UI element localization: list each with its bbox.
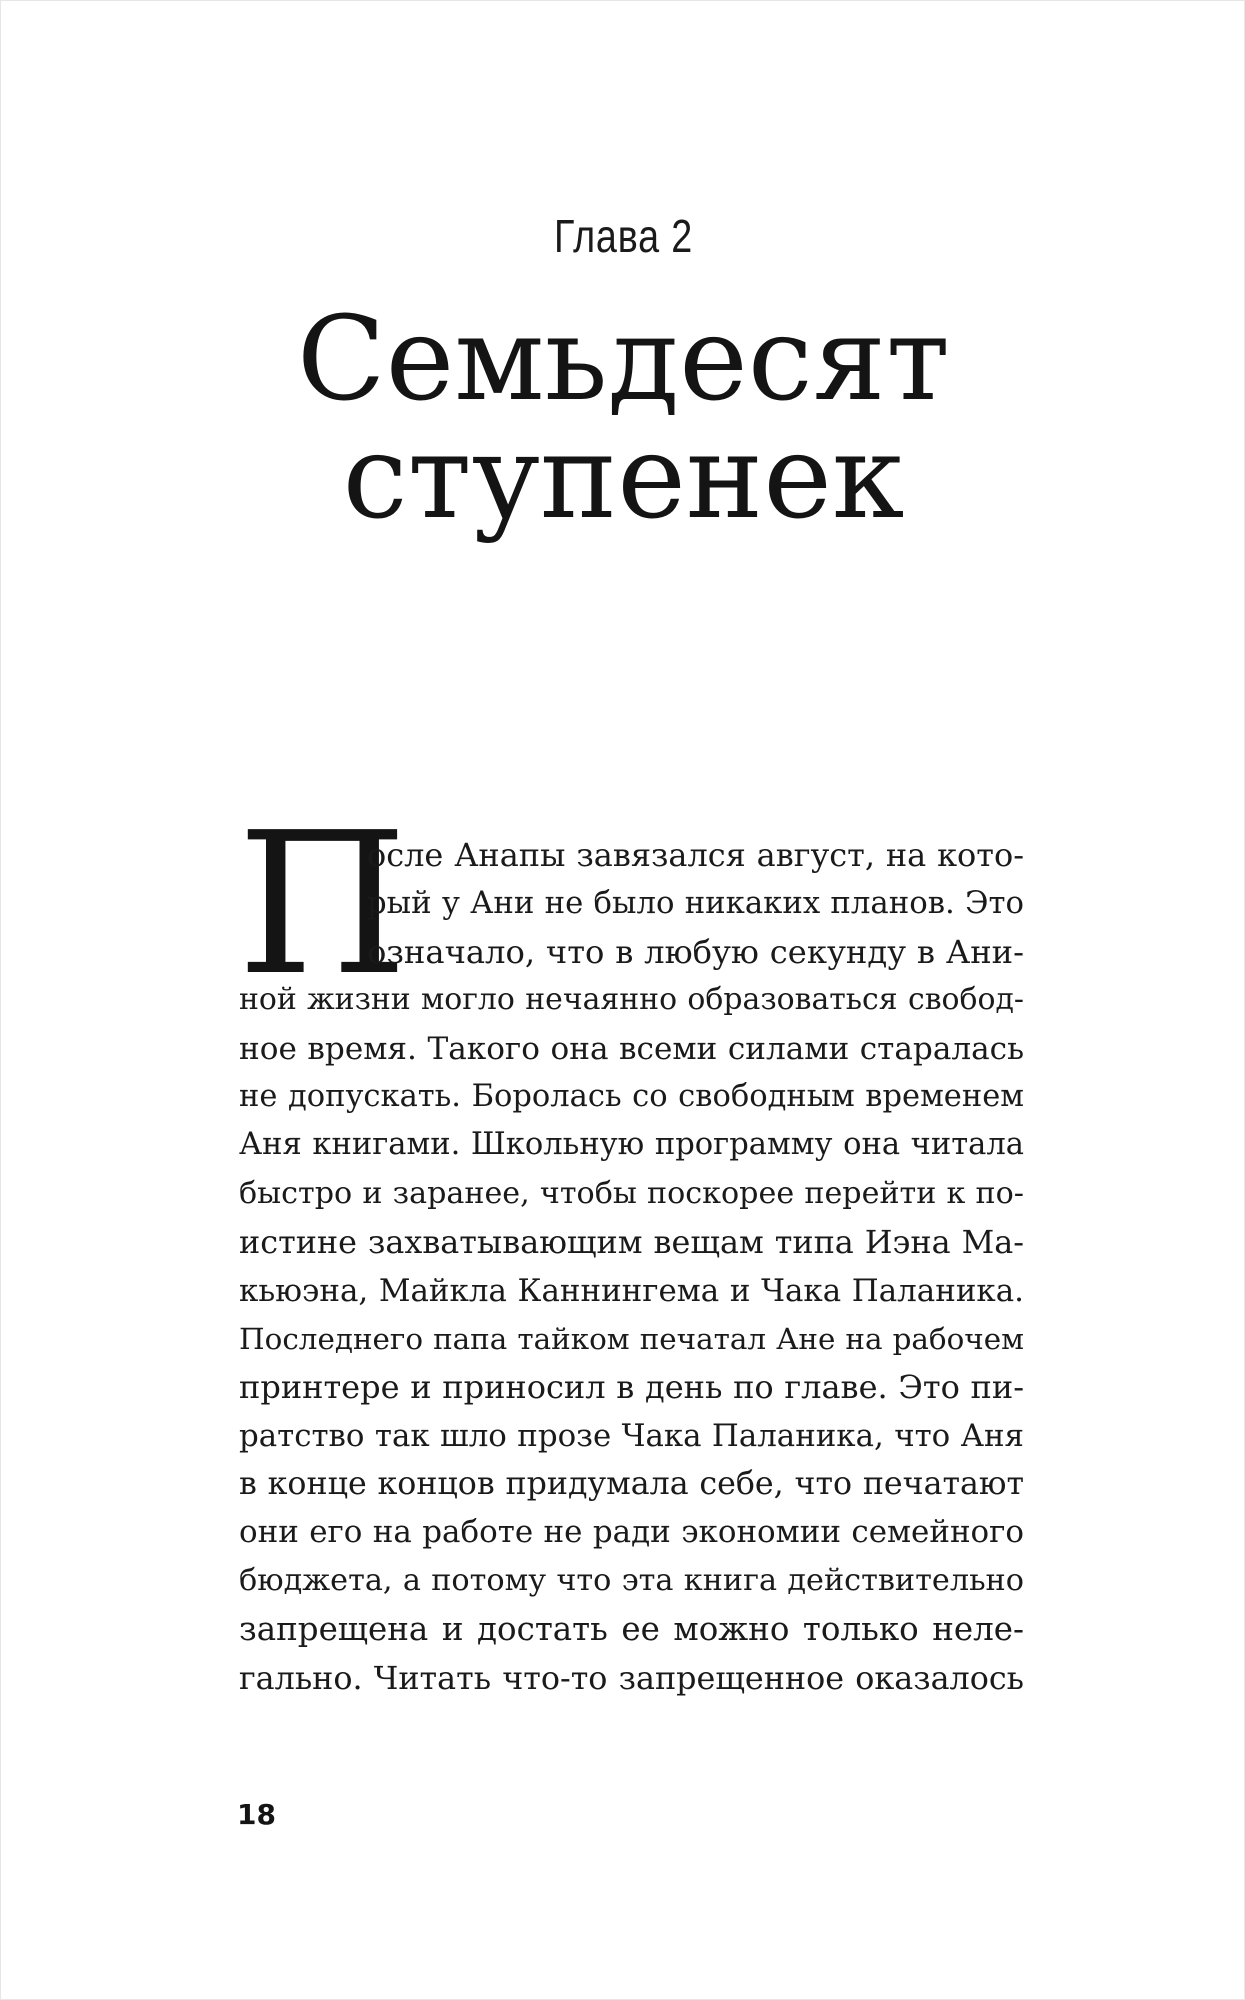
drop-cap: П [237, 791, 408, 1019]
text-line: осле Анапы завязался август, на кото- [367, 836, 1024, 874]
text-line: они его на работе не ради экономии семейного [239, 1514, 1024, 1551]
text-line: истине захватывающим вещам типа Иэна Ма- [239, 1223, 1024, 1262]
text-line: гально. Читать что-то запрещенное оказалось [239, 1658, 1024, 1697]
page-number: 18 [237, 1798, 276, 1831]
chapter-title-line-2: ступенек [342, 410, 905, 545]
text-line: не допускать. Боролась со свободным временем [239, 1078, 1024, 1114]
text-line: ное время. Такого она всеми силами старалась [239, 1030, 1024, 1067]
text-line: ратство так шло прозе Чака Паланика, что Аня [239, 1417, 1024, 1454]
text-line: кьюэна, Майкла Каннингема и Чака Паланика. [239, 1272, 1024, 1309]
text-line: бюджета, а потому что эта книга действительно [239, 1562, 1024, 1598]
text-line: запрещена и достать ее можно только неле- [239, 1610, 1024, 1649]
text-line: принтере и приносил в день по главе. Это пи- [239, 1368, 1024, 1407]
text-line: Последнего папа тайком печатал Ане на рабочем [239, 1321, 1024, 1356]
body-paragraph [239, 831, 1024, 1702]
text-line: ной жизни могло нечаянно образоваться свобод- [239, 982, 1024, 1018]
text-line: означало, что в любую секунду в Ани- [367, 932, 1024, 971]
chapter-title [1, 292, 1245, 545]
text-line: рый у Ани не было никаких планов. Это [367, 885, 1024, 922]
text-line: в конце концов придумала себе, что печатают [239, 1466, 1024, 1503]
chapter-title-line-1: Семьдесят [296, 292, 951, 427]
text-line: Аня книгами. Школьную программу она читала [239, 1127, 1024, 1163]
chapter-label: Глава 2 [553, 210, 694, 262]
text-line: быстро и заранее, чтобы поскорее перейти к по- [239, 1175, 1024, 1211]
